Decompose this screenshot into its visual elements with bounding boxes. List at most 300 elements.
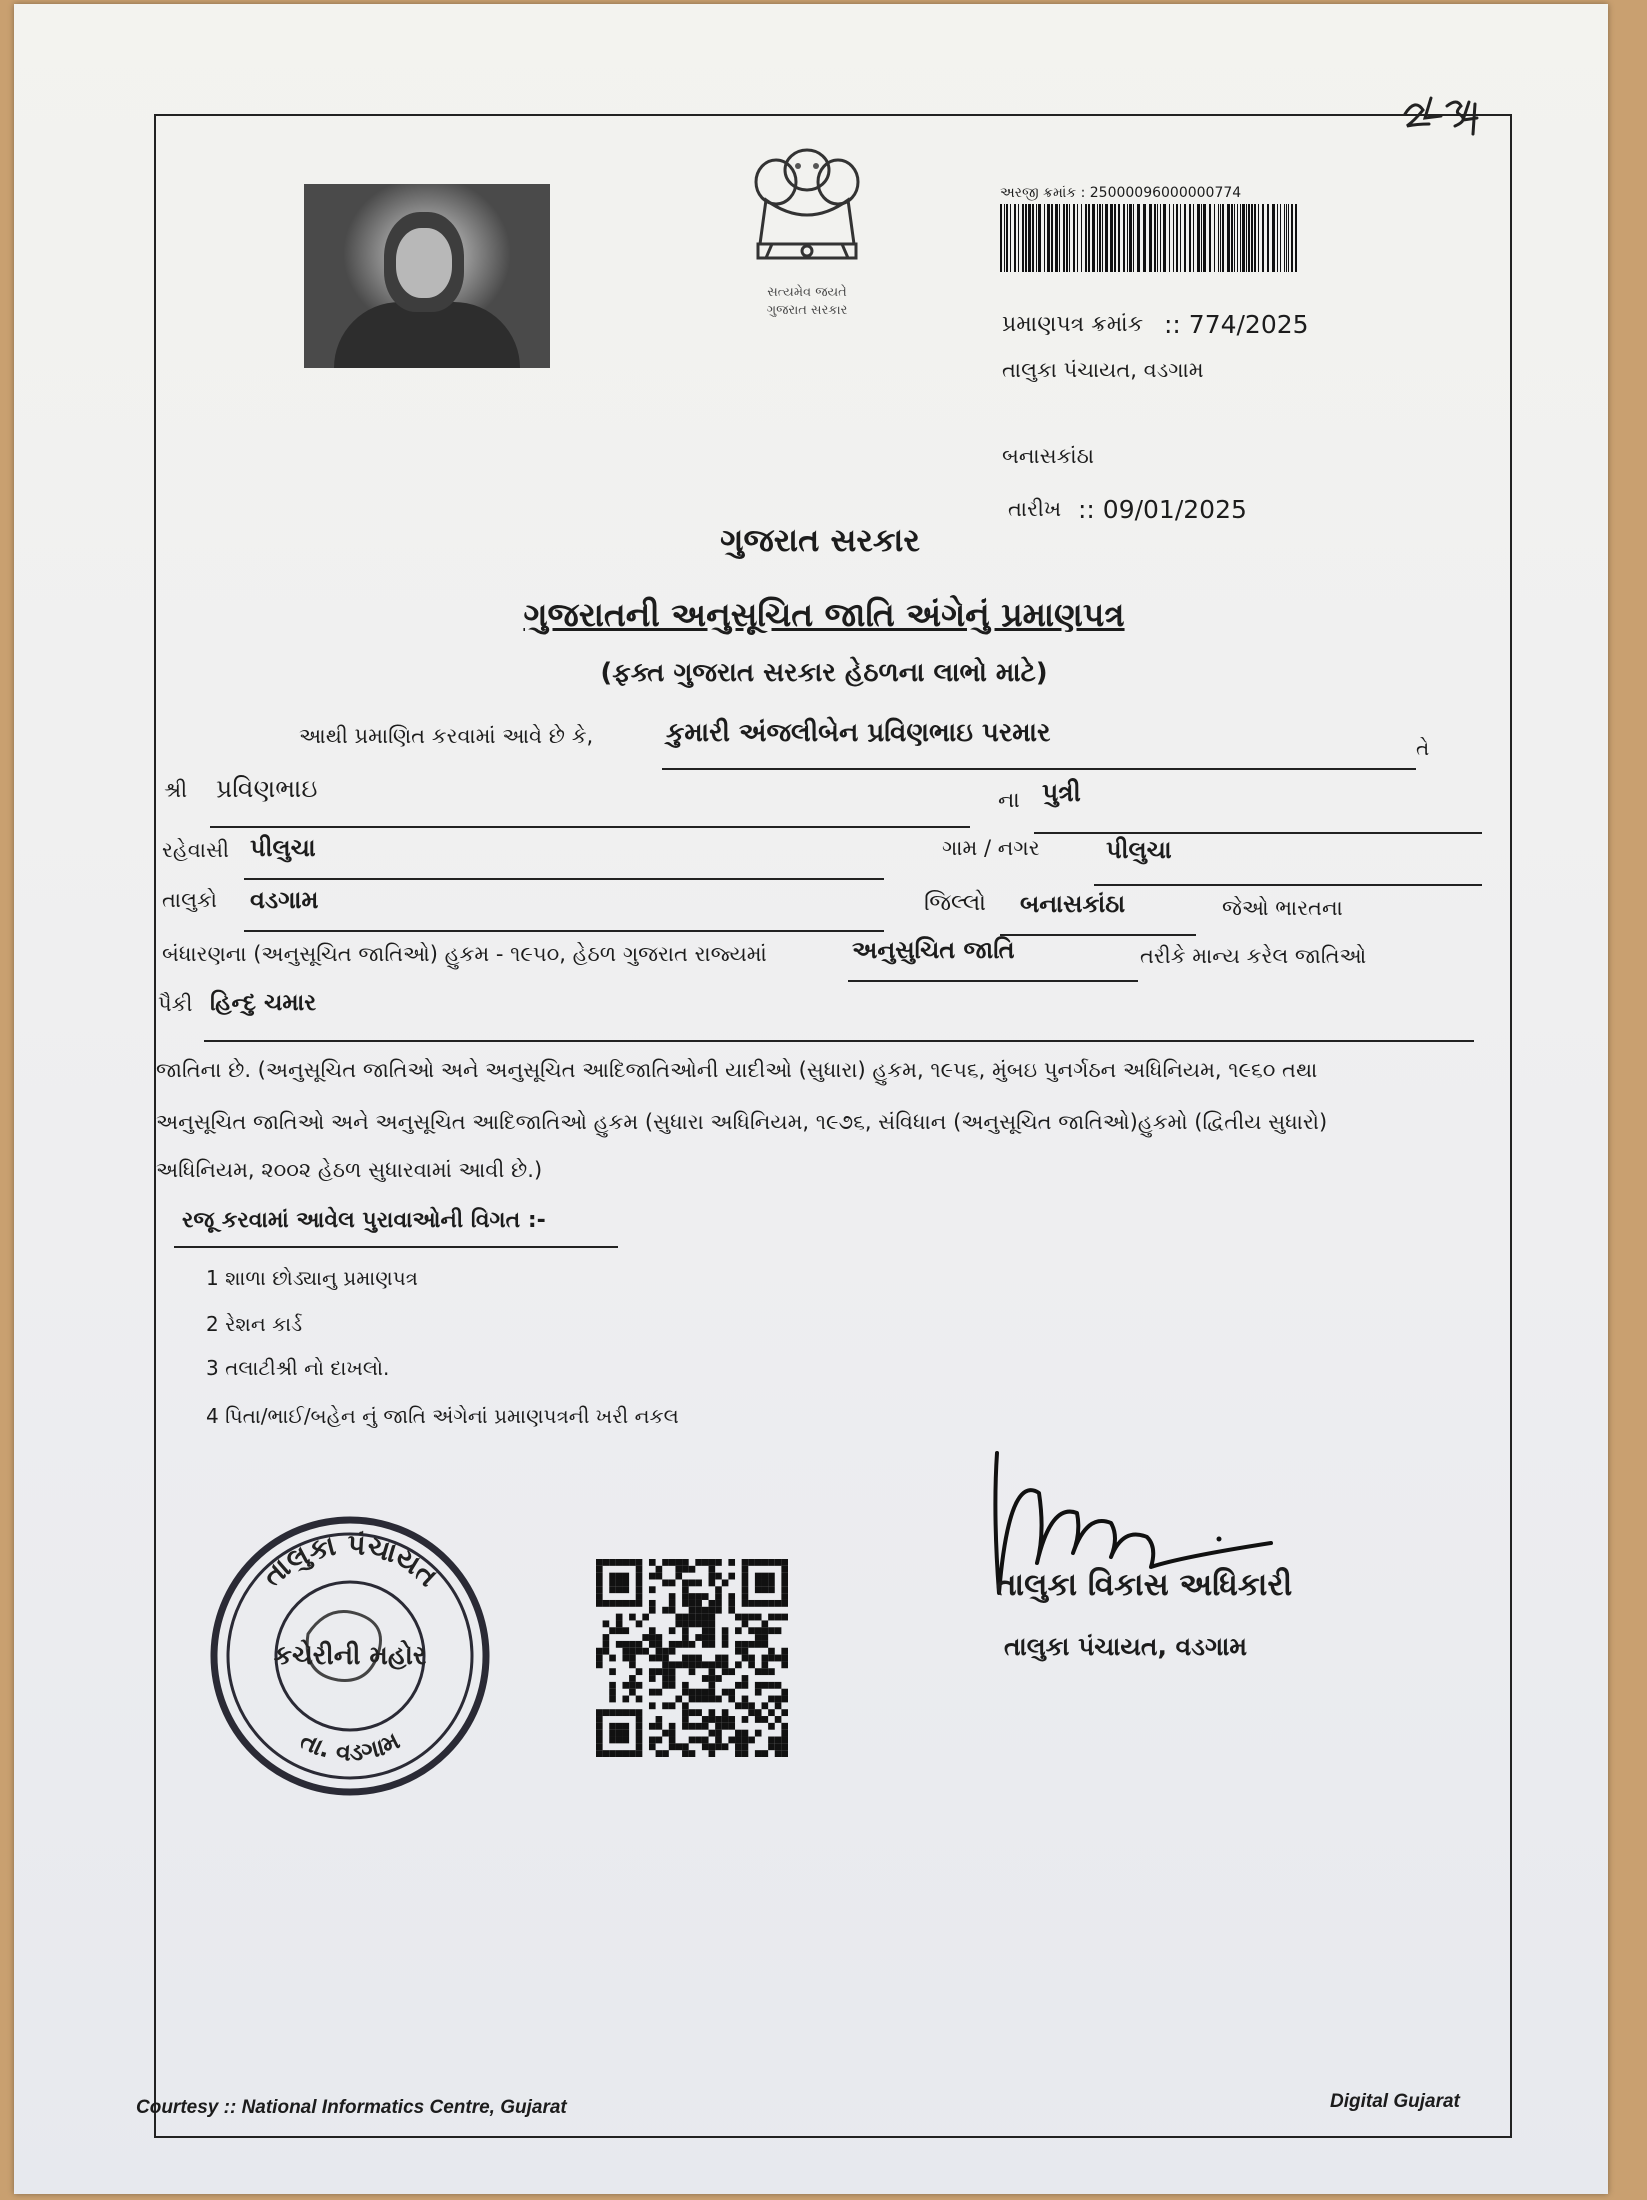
qr-module: [603, 1641, 610, 1648]
qr-module: [709, 1730, 716, 1737]
qr-module: [742, 1743, 749, 1750]
qr-module: [768, 1737, 775, 1744]
qr-module: [709, 1607, 716, 1614]
barcode-bar: [1272, 204, 1275, 272]
qr-module: [629, 1600, 636, 1607]
qr-module: [669, 1661, 676, 1668]
footer-courtesy: Courtesy :: National Informatics Centre, Gujarat: [136, 2097, 567, 2118]
qr-module: [622, 1709, 629, 1716]
qr-module: [675, 1620, 682, 1627]
qr-module: [649, 1607, 656, 1614]
qr-module: [748, 1737, 755, 1744]
qr-module: [649, 1586, 656, 1593]
order-text: બંધારણના (અનુસૂચિત જાતિઓ) હુકમ - ૧૯૫૦, હેઠળ ગુજરાત રાજ્યમાં: [162, 942, 767, 966]
india-label: જેઓ ભારતના: [1222, 896, 1343, 920]
father-underline: [210, 826, 970, 828]
qr-module: [682, 1689, 689, 1696]
qr-module: [669, 1641, 676, 1648]
qr-module: [722, 1655, 729, 1662]
qr-module: [656, 1566, 663, 1573]
qr-module: [781, 1648, 788, 1655]
qr-module: [636, 1730, 643, 1737]
qr-module: [781, 1750, 788, 1757]
qr-module: [609, 1600, 616, 1607]
barcode-bar: [1288, 204, 1289, 272]
qr-module: [596, 1573, 603, 1580]
barcode-bar: [1291, 204, 1293, 272]
qr-module: [768, 1559, 775, 1566]
qr-module: [689, 1579, 696, 1586]
qr-module: [695, 1634, 702, 1641]
qr-module: [775, 1614, 782, 1621]
qr-module: [728, 1607, 735, 1614]
qr-module: [682, 1627, 689, 1634]
seal-center-text: કચેરીની મહોર: [273, 1641, 427, 1671]
barcode-bar: [1277, 204, 1278, 272]
qr-module: [682, 1750, 689, 1757]
qr-module: [603, 1750, 610, 1757]
qr-module: [768, 1627, 775, 1634]
qr-module: [755, 1641, 762, 1648]
qr-module: [603, 1634, 610, 1641]
certificate-subtitle: (ફક્ત ગુજરાત સરકાર હેઠળના લાભો માટે): [600, 658, 1048, 688]
qr-module: [636, 1620, 643, 1627]
qr-module: [735, 1743, 742, 1750]
barcode-bar: [1000, 204, 1002, 272]
district-value: બનાસકાંઠા: [1020, 890, 1126, 918]
qr-module: [682, 1566, 689, 1573]
qr-module: [636, 1709, 643, 1716]
qr-module: [629, 1641, 636, 1648]
qr-module: [669, 1593, 676, 1600]
barcode-bar: [1197, 204, 1200, 272]
qr-module: [642, 1648, 649, 1655]
barcode-bar: [1169, 204, 1170, 272]
qr-module: [669, 1723, 676, 1730]
qr-module: [781, 1737, 788, 1744]
qr-module: [722, 1627, 729, 1634]
barcode-bar: [1102, 204, 1103, 272]
qr-module: [748, 1600, 755, 1607]
barcode-bar: [1010, 204, 1011, 272]
qr-module: [728, 1593, 735, 1600]
qr-module: [722, 1723, 729, 1730]
certificate-date: :: 09/01/2025: [1078, 495, 1247, 524]
qr-module: [682, 1600, 689, 1607]
qr-module: [715, 1716, 722, 1723]
barcode-bar: [1237, 204, 1238, 272]
qr-module: [616, 1730, 623, 1737]
qr-module: [596, 1709, 603, 1716]
qr-module: [768, 1682, 775, 1689]
qr-module: [682, 1743, 689, 1750]
qr-module: [695, 1600, 702, 1607]
taluka-label: તાલુકો: [162, 888, 218, 912]
qr-module: [722, 1579, 729, 1586]
qr-module: [722, 1661, 729, 1668]
qr-module: [656, 1641, 663, 1648]
qr-module: [742, 1593, 749, 1600]
applicant-photo: [304, 184, 550, 368]
qr-module: [596, 1559, 603, 1566]
qr-module: [742, 1641, 749, 1648]
qr-module: [768, 1668, 775, 1675]
qr-module: [748, 1614, 755, 1621]
qr-module: [742, 1620, 749, 1627]
qr-module: [709, 1696, 716, 1703]
qr-module: [762, 1668, 769, 1675]
qr-module: [755, 1600, 762, 1607]
qr-module: [755, 1586, 762, 1593]
emblem-subtitle: ગુજરાત સરકાર: [766, 303, 848, 318]
qr-module: [742, 1573, 749, 1580]
evidence-heading-underline: [174, 1246, 618, 1248]
qr-module: [669, 1682, 676, 1689]
qr-module: [629, 1614, 636, 1621]
qr-module: [709, 1600, 716, 1607]
qr-module: [649, 1634, 656, 1641]
qr-module: [695, 1661, 702, 1668]
qr-module: [742, 1559, 749, 1566]
qr-module: [603, 1620, 610, 1627]
qr-module: [662, 1730, 669, 1737]
qr-module: [616, 1573, 623, 1580]
qr-module: [715, 1675, 722, 1682]
barcode-bar: [1234, 204, 1235, 272]
qr-module: [622, 1655, 629, 1662]
barcode-bar: [1032, 204, 1034, 272]
qr-module: [662, 1579, 669, 1586]
qr-module: [742, 1648, 749, 1655]
qr-module: [715, 1743, 722, 1750]
qr-module: [596, 1655, 603, 1662]
qr-module: [702, 1634, 709, 1641]
qr-module: [768, 1648, 775, 1655]
qr-module: [709, 1682, 716, 1689]
barcode-bar: [1097, 204, 1098, 272]
qr-module: [622, 1641, 629, 1648]
barcode-bar: [1157, 204, 1158, 272]
qr-module: [596, 1661, 603, 1668]
qr-module: [709, 1573, 716, 1580]
qr-module: [682, 1634, 689, 1641]
qr-module: [636, 1716, 643, 1723]
barcode-bar: [1258, 204, 1259, 272]
qr-module: [715, 1730, 722, 1737]
evidence-item: 4 પિતા/ભાઈ/બહેન નું જાતિ અંગેનાં પ્રમાણપત્રની ખરી નકલ: [206, 1404, 679, 1428]
qr-module: [603, 1600, 610, 1607]
barcode-bar: [1251, 204, 1253, 272]
qr-module: [755, 1716, 762, 1723]
qr-module: [636, 1573, 643, 1580]
qr-module: [669, 1737, 676, 1744]
qr-module: [682, 1593, 689, 1600]
qr-module: [596, 1593, 603, 1600]
qr-module: [762, 1716, 769, 1723]
qr-module: [742, 1702, 749, 1709]
qr-module: [742, 1614, 749, 1621]
qr-module: [728, 1737, 735, 1744]
qr-module: [755, 1614, 762, 1621]
qr-module: [702, 1723, 709, 1730]
qr-module: [616, 1709, 623, 1716]
relation-underline: [1034, 832, 1482, 834]
qr-module: [689, 1593, 696, 1600]
qr-module: [669, 1668, 676, 1675]
barcode-bar: [1085, 204, 1087, 272]
barcode-bar: [1160, 204, 1161, 272]
taluka-underline: [244, 930, 884, 932]
qr-module: [682, 1702, 689, 1709]
qr-module: [656, 1750, 663, 1757]
barcode-bar: [1176, 204, 1178, 272]
qr-module: [768, 1579, 775, 1586]
qr-module: [596, 1730, 603, 1737]
qr-module: [755, 1689, 762, 1696]
qr-module: [695, 1709, 702, 1716]
barcode-bar: [1254, 204, 1256, 272]
qr-module: [636, 1648, 643, 1655]
qr-module: [682, 1716, 689, 1723]
date-label: તારીખ: [1008, 497, 1062, 521]
qr-module: [675, 1641, 682, 1648]
qr-module: [662, 1750, 669, 1757]
qr-module: [689, 1620, 696, 1627]
qr-module: [616, 1614, 623, 1621]
qr-module: [669, 1730, 676, 1737]
qr-module: [781, 1600, 788, 1607]
taluka-value: વડગામ: [250, 886, 319, 914]
qr-module: [622, 1696, 629, 1703]
qr-module: [636, 1566, 643, 1573]
qr-module: [775, 1655, 782, 1662]
qr-module: [596, 1716, 603, 1723]
qr-module: [675, 1559, 682, 1566]
qr-module: [622, 1723, 629, 1730]
barcode-bar: [1025, 204, 1027, 272]
barcode-bar: [1286, 204, 1287, 272]
qr-module: [629, 1750, 636, 1757]
qr-module: [695, 1723, 702, 1730]
qr-module: [596, 1743, 603, 1750]
qr-module: [689, 1689, 696, 1696]
qr-module: [709, 1709, 716, 1716]
barcode-bar: [1280, 204, 1281, 272]
qr-module: [709, 1579, 716, 1586]
qr-module: [742, 1737, 749, 1744]
qr-module: [649, 1641, 656, 1648]
seal-bottom-text: તા. વડગામ: [295, 1726, 405, 1767]
qr-module: [768, 1614, 775, 1621]
recognized-label: તરીકે માન્ય કરેલ જાતિઓ: [1140, 944, 1367, 968]
qr-module: [762, 1573, 769, 1580]
barcode: [1000, 204, 1300, 272]
qr-module: [675, 1573, 682, 1580]
barcode-bar: [1295, 204, 1297, 272]
qr-module: [748, 1709, 755, 1716]
barcode-bar: [1262, 204, 1264, 272]
evidence-item: 2 રેશન કાર્ડ: [206, 1312, 303, 1336]
qr-module: [722, 1716, 729, 1723]
qr-module: [689, 1655, 696, 1662]
qr-module: [781, 1586, 788, 1593]
village-value: પીલુચા: [1106, 836, 1172, 864]
barcode-bar: [1055, 204, 1058, 272]
qr-module: [768, 1573, 775, 1580]
qr-module: [662, 1655, 669, 1662]
qr-module: [775, 1627, 782, 1634]
qr-module: [682, 1641, 689, 1648]
qr-module: [662, 1675, 669, 1682]
qr-module: [689, 1661, 696, 1668]
qr-module: [656, 1655, 663, 1662]
qr-module: [762, 1682, 769, 1689]
qr-module: [715, 1696, 722, 1703]
qr-module: [669, 1675, 676, 1682]
qr-module: [616, 1600, 623, 1607]
qr-module: [748, 1627, 755, 1634]
qr-module: [609, 1627, 616, 1634]
qr-module: [675, 1566, 682, 1573]
barcode-bar: [1118, 204, 1120, 272]
qr-module: [695, 1614, 702, 1621]
qr-module: [748, 1655, 755, 1662]
evidence-item: 3 તલાટીશ્રી નો દાખલો.: [206, 1356, 390, 1380]
legal-paragraph-line-3: અધિનિયમ, ૨૦૦૨ હેઠળ સુધારવામાં આવી છે.): [156, 1158, 543, 1182]
qr-module: [702, 1743, 709, 1750]
qr-module: [755, 1682, 762, 1689]
barcode-bar: [1077, 204, 1078, 272]
barcode-bar: [1099, 204, 1101, 272]
name-underline: [662, 768, 1416, 770]
barcode-bar: [1129, 204, 1132, 272]
qr-module: [728, 1689, 735, 1696]
qr-module: [768, 1600, 775, 1607]
qr-module: [636, 1696, 643, 1703]
qr-module: [762, 1634, 769, 1641]
qr-module: [596, 1586, 603, 1593]
qr-module: [728, 1696, 735, 1703]
qr-module: [715, 1593, 722, 1600]
shri-label: શ્રી: [164, 778, 188, 802]
qr-module: [649, 1668, 656, 1675]
qr-module: [768, 1743, 775, 1750]
qr-module: [702, 1696, 709, 1703]
barcode-bar: [1006, 204, 1008, 272]
qr-module: [656, 1668, 663, 1675]
barcode-bar: [1201, 204, 1202, 272]
qr-module: [742, 1566, 749, 1573]
qr-module: [748, 1559, 755, 1566]
barcode-bar: [1114, 204, 1116, 272]
barcode-bar: [1059, 204, 1060, 272]
qr-module: [689, 1696, 696, 1703]
evidence-heading: રજૂ કરવામાં આવેલ પુરાવાઓની વિગત :-: [182, 1208, 546, 1233]
qr-module: [596, 1737, 603, 1744]
resident-label: રહેવાસી: [162, 838, 230, 862]
qr-module: [775, 1696, 782, 1703]
barcode-bar: [1189, 204, 1191, 272]
qr-module: [622, 1559, 629, 1566]
barcode-bar: [1038, 204, 1041, 272]
barcode-bar: [1044, 204, 1045, 272]
qr-module: [636, 1586, 643, 1593]
barcode-bar: [1154, 204, 1156, 272]
qr-module: [762, 1579, 769, 1586]
qr-module: [656, 1723, 663, 1730]
qr-module: [715, 1573, 722, 1580]
qr-module: [695, 1559, 702, 1566]
qr-module: [636, 1723, 643, 1730]
qr-module: [735, 1648, 742, 1655]
relation-value: પુત્રી: [1042, 778, 1081, 807]
qr-module: [709, 1675, 716, 1682]
qr-module: [682, 1723, 689, 1730]
qr-module: [596, 1648, 603, 1655]
barcode-bar: [1069, 204, 1070, 272]
qr-module: [682, 1709, 689, 1716]
certificate-title: ગુજરાતની અનુસૂચિત જાતિ અંગેનું પ્રમાણપત્ર: [523, 595, 1125, 634]
qr-module: [775, 1682, 782, 1689]
certificate-paper: [14, 4, 1608, 2194]
qr-module: [609, 1682, 616, 1689]
qr-module: [755, 1573, 762, 1580]
barcode-bar: [1222, 204, 1224, 272]
qr-module: [689, 1600, 696, 1607]
qr-module: [622, 1573, 629, 1580]
qr-module: [702, 1689, 709, 1696]
qr-module: [662, 1661, 669, 1668]
qr-module: [609, 1668, 616, 1675]
qr-module: [762, 1627, 769, 1634]
qr-module: [622, 1586, 629, 1593]
qr-module: [715, 1559, 722, 1566]
qr-module: [609, 1696, 616, 1703]
barcode-bar: [1248, 204, 1250, 272]
village-label: ગામ / નગર: [942, 836, 1040, 860]
qr-module: [781, 1559, 788, 1566]
qr-module: [649, 1627, 656, 1634]
qr-module: [609, 1689, 616, 1696]
barcode-bar: [1028, 204, 1031, 272]
qr-module: [781, 1696, 788, 1703]
qr-module: [715, 1600, 722, 1607]
qr-module: [636, 1641, 643, 1648]
qr-module: [768, 1723, 775, 1730]
qr-module: [616, 1723, 623, 1730]
qr-module: [735, 1641, 742, 1648]
qr-module: [762, 1586, 769, 1593]
qr-module: [715, 1586, 722, 1593]
qr-module: [755, 1634, 762, 1641]
qr-module: [742, 1586, 749, 1593]
qr-module: [636, 1750, 643, 1757]
qr-module: [775, 1737, 782, 1744]
qr-module: [695, 1607, 702, 1614]
qr-module: [709, 1668, 716, 1675]
qr-module: [742, 1682, 749, 1689]
svg-text:તા. વડગામ: [296, 1726, 404, 1766]
barcode-bar: [1133, 204, 1134, 272]
qr-module: [662, 1648, 669, 1655]
qr-module: [629, 1709, 636, 1716]
qr-module: [656, 1573, 663, 1580]
qr-module: [662, 1702, 669, 1709]
qr-module: [636, 1579, 643, 1586]
qr-module: [689, 1737, 696, 1744]
qr-module: [702, 1716, 709, 1723]
te-label: તે: [1416, 736, 1430, 760]
